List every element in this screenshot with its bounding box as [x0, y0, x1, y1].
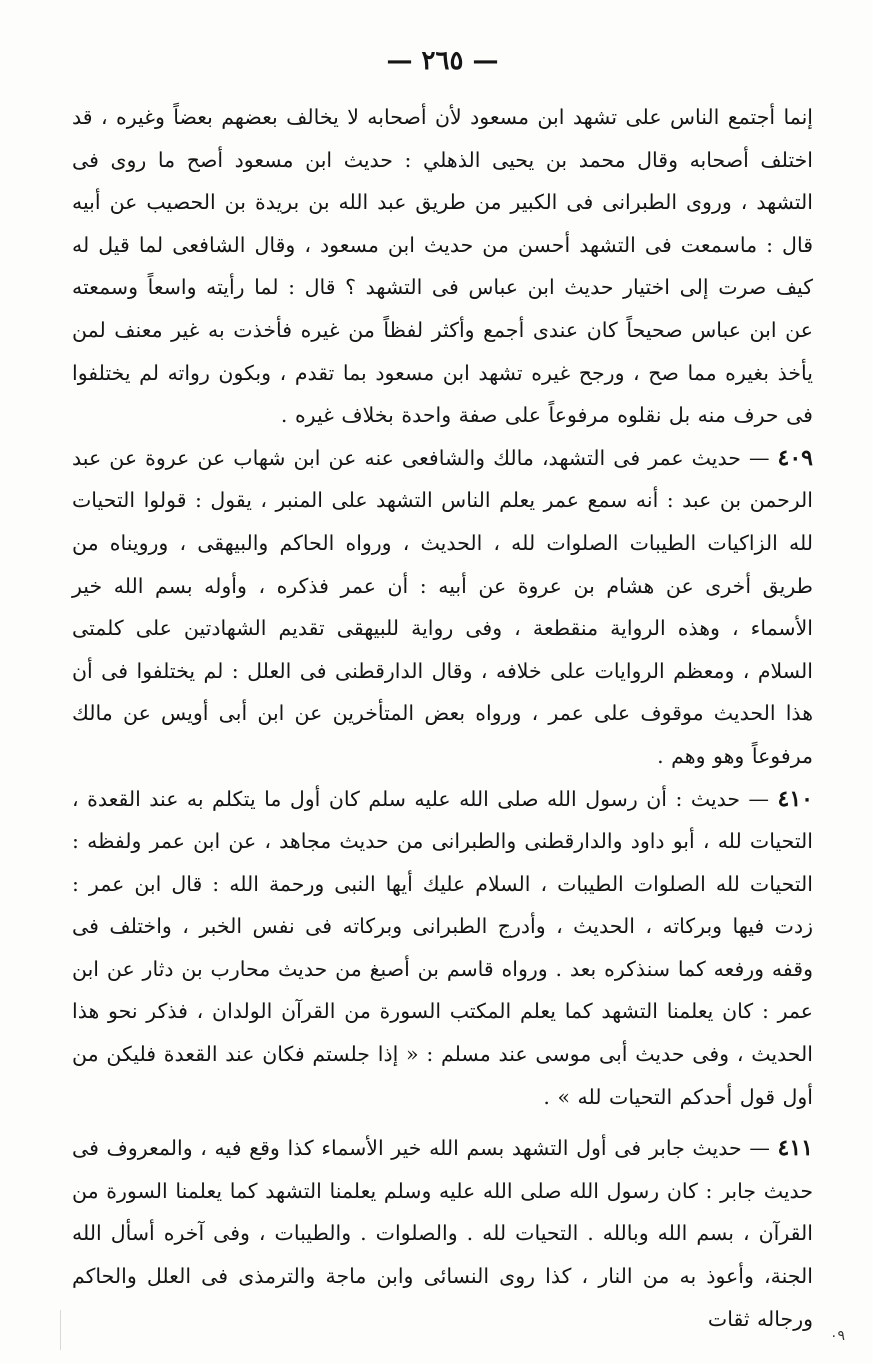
paragraph-hadith-409 [72, 437, 813, 778]
hadith-number: ٤٠٩ [777, 444, 813, 471]
paragraph-intro [72, 96, 813, 437]
paragraph-text: — حديث : أن رسول الله صلى الله عليه سلم كان أول ما يتكلم به عند القعدة ، التحيات لله ، أبو داود والدارقطنى والطبرانى من حديث مجاهد ، عن ابن عمر ولفظه : التحيات لله الصلوات الطيبات ، السلام عليك أيها النبى ورحمة الله : قال ابن عمر : زدت فيها وبركاته ، الحديث ، وأدرج الطبرانى وبركاته فى نفس الخبر ، واختلف فى وقفه ورفعه كما سنذكره بعد . ورواه قاسم بن أصبغ من حديث محارب بن دثار عن ابن عمر : كان يعلمنا التشهد كما يعلم المكتب السورة من القرآن الولدان ، فذكر نحو هذا الحديث ، وفى حديث أبى موسى عند مسلم : « إذا جلستم فكان عند القعدة فليكن من أول قول أحدكم التحيات لله » . [72, 786, 813, 1109]
paragraph-text: — حديث عمر فى التشهد، مالك والشافعى عنه عن ابن شهاب عن عروة عن عبد الرحمن بن عبد : أنه سمع عمر يعلم الناس التشهد على المنبر ، يقول : قولوا التحيات لله الزاكيات الطيبات الصلوات لله ، الحديث ، ورواه الحاكم والبيهقى ، ورويناه من طريق أخرى عن هشام بن عروة عن أبيه : أن عمر فذكره ، وأوله بسم الله خير الأسماء ، وهذه الرواية منقطعة ، وفى رواية للبيهقى تقديم الشهادتين على كلمتى السلام ، ومعظم الروايات على خلافه ، وقال الدارقطنى فى العلل : لم يختلفوا فى أن هذا الحديث موقوف على عمر ، ورواه بعض المتأخرين عن ابن أبى أويس عن مالك مرفوعاً وهو وهم . [72, 445, 813, 768]
paragraph-text: — حديث جابر فى أول التشهد بسم الله خير الأسماء كذا وقع فيه ، والمعروف فى حديث جابر : كان رسول الله صلى الله عليه وسلم يعلمنا التشهد كما يعلمنا السورة من القرآن ، بسم الله وبالله . التحيات لله . والصلوات . والطيبات ، وفى آخره أسأل الله الجنة، وأعوذ به من النار ، كذا روى النسائى وابن ماجة والترمذى فى العلل والحاكم ورجاله ثقات [72, 1136, 813, 1331]
page-number: — ٢٦٥ — [386, 46, 499, 76]
paragraph-text: إنما أجتمع الناس على تشهد ابن مسعود لأن أصحابه لا يخالف بعضهم بعضاً وغيره ، قد اختلف أصحابه وقال محمد بن يحيى الذهلي : حديث ابن مسعود أصح ما روى فى التشهد ، وروى الطبرانى فى الكبير من طريق عبد الله بن بريدة بن الحصيب عن أبيه قال : ماسمعت فى التشهد أحسن من حديث ابن مسعود ، وقال الشافعى لما قيل له كيف صرت إلى اختيار حديث ابن عباس فى التشهد ؟ قال : لما رأيته واسعاً وسمعته عن ابن عباس صحيحاً كان عندى أجمع وأكثر لفظاً من غيره فأخذت به غير معنف لمن يأخذ بغيره مما صح ، ورجح غيره تشهد ابن مسعود بما تقدم ، وبكون رواته لم يختلفوا فى حرف منه بل نقلوه مرفوعاً على صفة واحدة بخلاف غيره . [72, 105, 813, 428]
corner-mark: ٠٩ [829, 1328, 845, 1344]
page-crease [60, 1310, 61, 1350]
paragraph-hadith-411 [72, 1127, 813, 1340]
hadith-number: ٤١٠ [777, 785, 813, 812]
paragraph-hadith-410 [72, 778, 813, 1119]
body-text [72, 96, 813, 1340]
hadith-number: ٤١١ [777, 1135, 813, 1162]
